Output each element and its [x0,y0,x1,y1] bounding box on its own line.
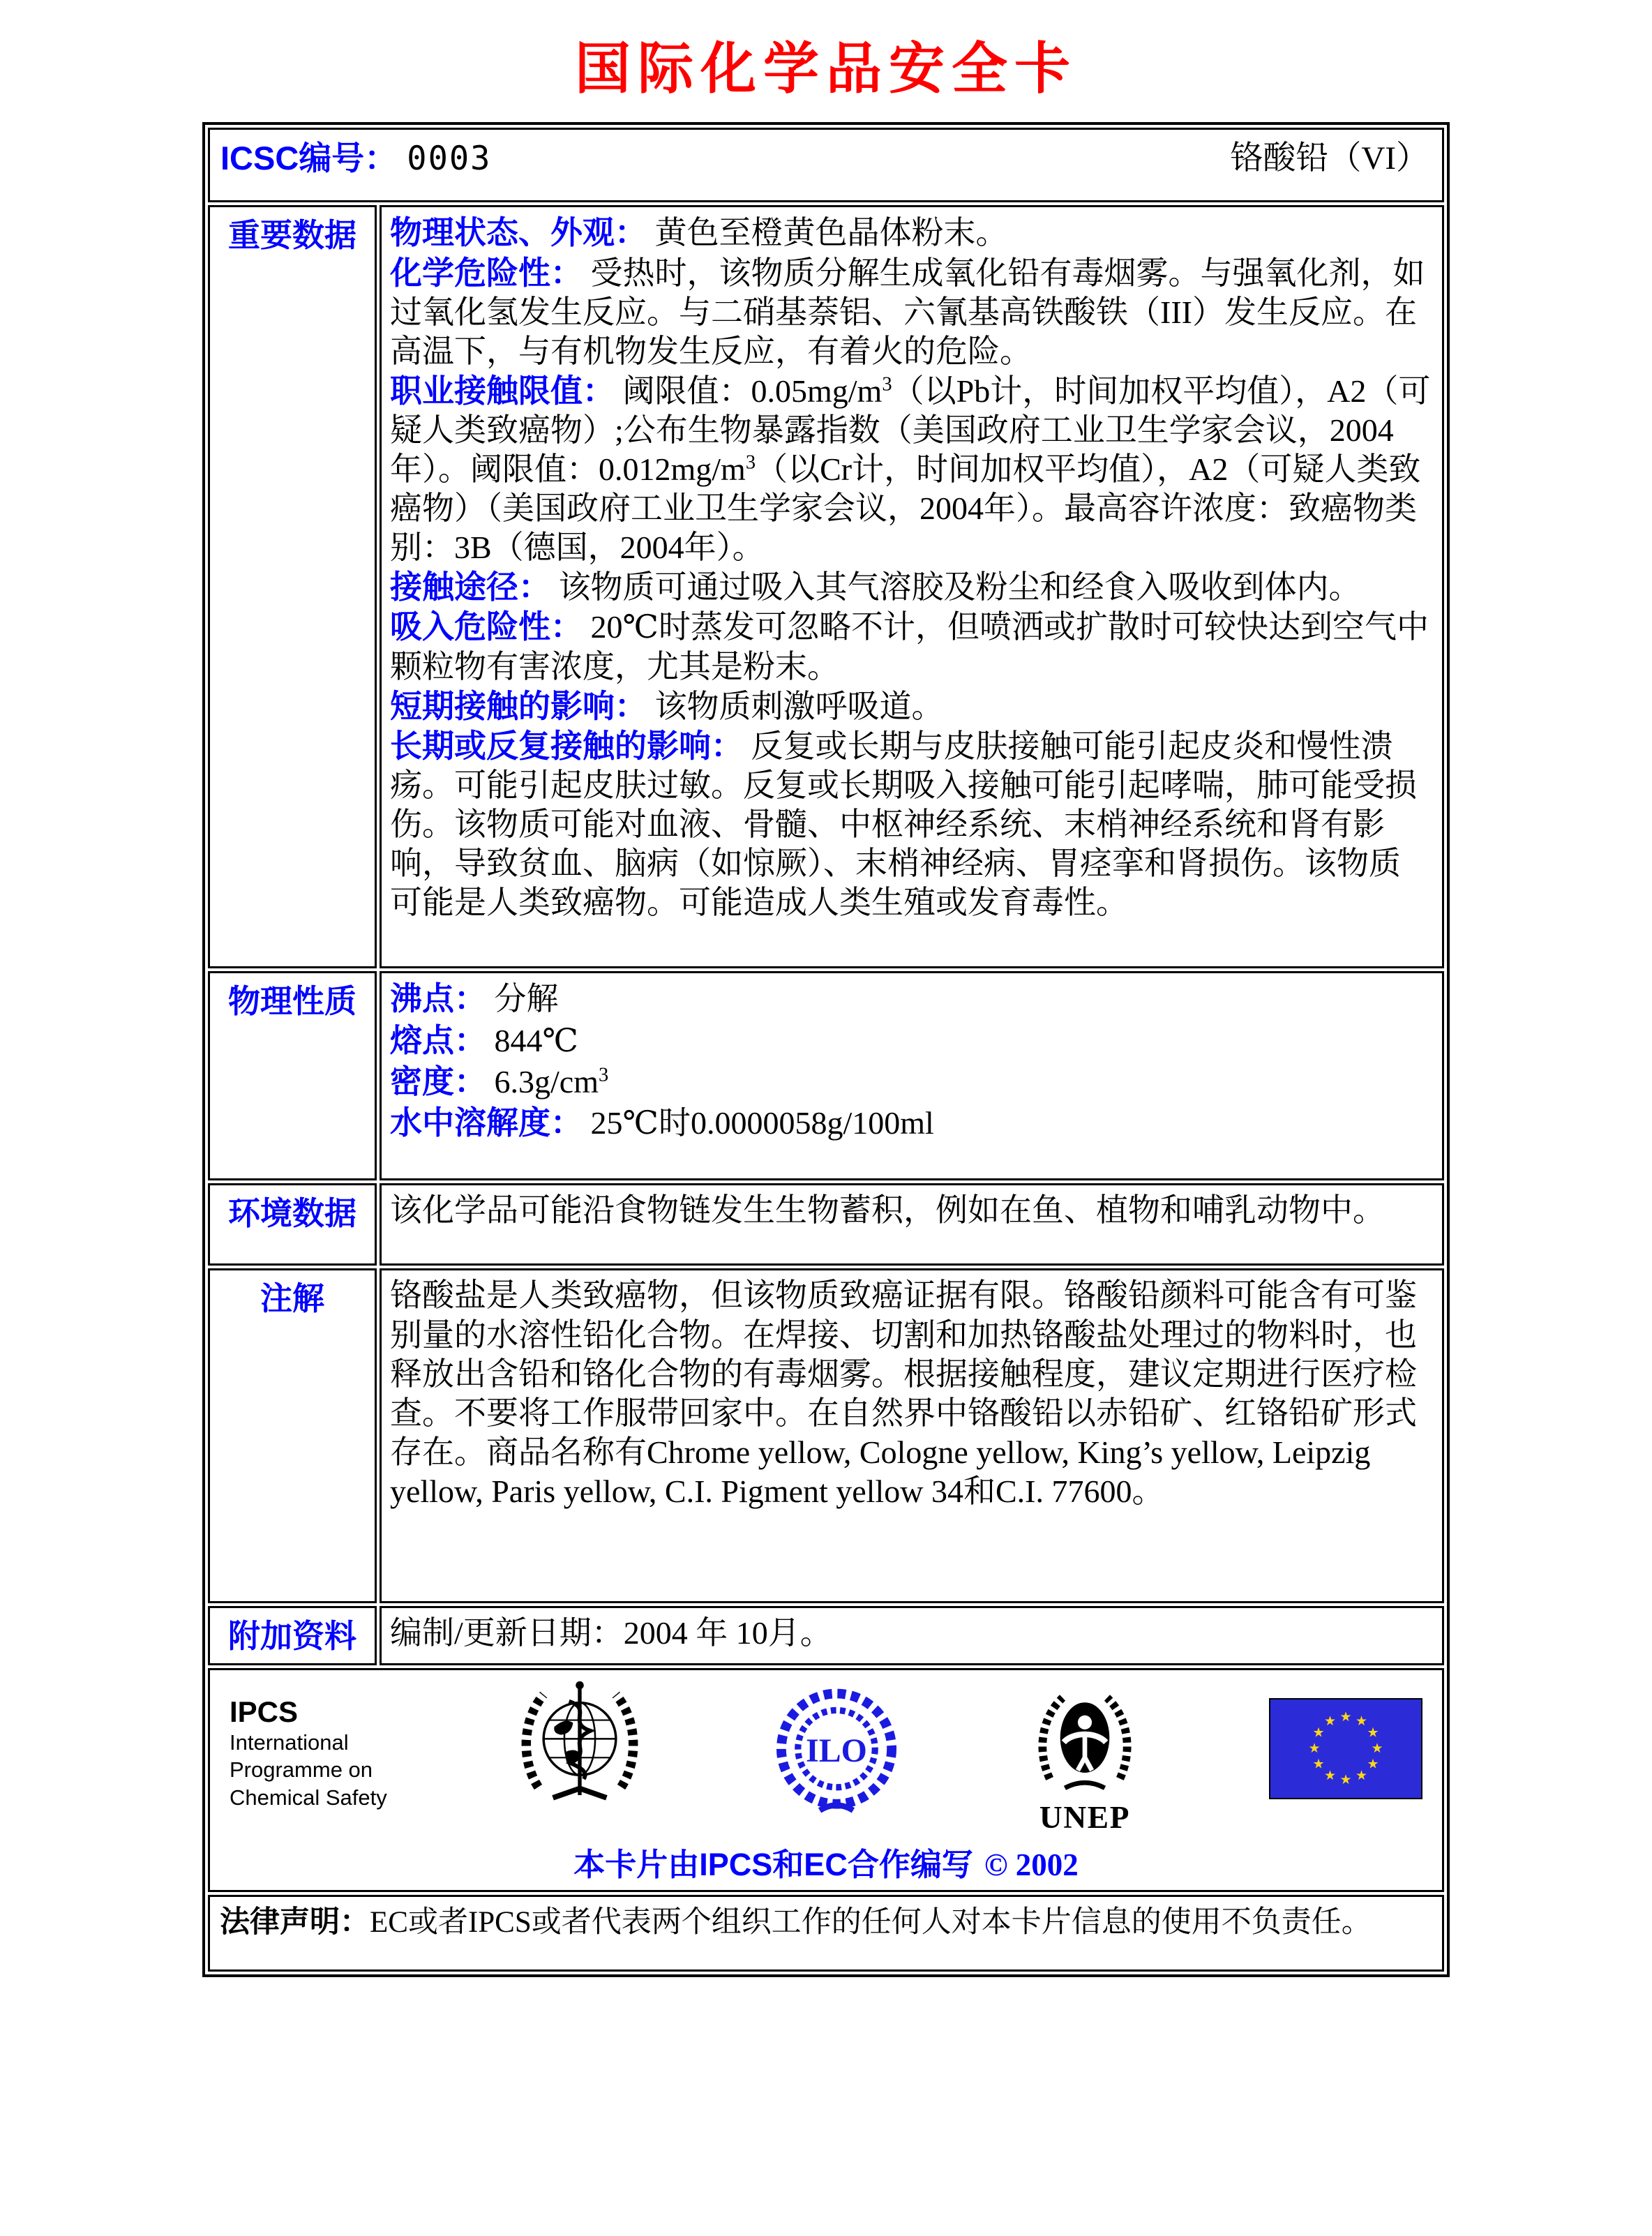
logos-row [230,1677,1422,1836]
additional-info-label: 附加资料 [208,1606,377,1665]
svg-text:★: ★ [1323,1713,1336,1729]
legal-label: 法律声明： [220,1905,370,1939]
legal-text: EC或者IPCS或者代表两个组织工作的任何人对本卡片信息的使用不负责任。 [370,1905,1372,1939]
who-logo-icon [513,1677,647,1814]
environmental-data-label: 环境数据 [208,1183,377,1266]
environmental-data-content: 该化学品可能沿食物链发生生物蓄积，例如在鱼、植物和哺乳动物中。 [380,1183,1444,1266]
additional-info-row [208,1606,1444,1665]
notes-label: 注解 [208,1268,377,1603]
item-long-term-effects: 长期或反复接触的影响： 反复或长期与皮肤接触可能引起皮炎和慢性溃疡。可能引起皮肤过敏。反复或长期吸入接触可能引起哮喘，肺可能受损伤。该物质可能对血液、骨髓、中枢神经系统、末梢神经系统和肾有影响，导致贫血、脑病（如惊厥）、末梢神经病、胃痉挛和肾损伤。该物质可能是人类致癌物。可能造成人类生殖或发育毒性。 [390,727,1417,921]
physical-properties-label: 物理性质 [208,971,377,1180]
ilo-logo-icon [772,1688,901,1819]
svg-text:★: ★ [1355,1713,1367,1729]
svg-text:★: ★ [1367,1725,1379,1740]
physical-properties-row [208,971,1444,1180]
important-data-row [208,205,1444,968]
icsc-card-table [202,122,1450,1977]
environmental-data-row [208,1183,1444,1266]
icsc-number-group [220,139,491,179]
eu-flag-icon [1269,1698,1422,1799]
svg-text:★: ★ [1339,1709,1352,1725]
additional-info-content: 编制/更新日期：2004 年 10月。 [380,1606,1444,1665]
svg-text:★: ★ [1312,1756,1325,1771]
unep-caption: UNEP [1039,1799,1130,1835]
item-chemical-dangers: 化学危险性： 受热时，该物质分解生成氧化铅有毒烟雾。与强氧化剂，如过氧化氢发生反应。与二硝基萘铝、六氰基高铁酸铁（III）发生反应。在高温下，与有机物发生反应，有着火的危险。 [390,254,1425,369]
item-physical-state: 物理状态、外观： 黄色至橙黄色晶体粉末。 [390,214,1008,251]
page-title: 国际化学品安全卡 [575,39,1077,100]
svg-text:★: ★ [1355,1767,1367,1783]
credits-caption: 本卡片由IPCS和EC合作编写 © 2002 [573,1846,1079,1882]
header-row [208,128,1444,202]
important-data-label: 重要数据 [208,205,377,968]
chemical-name: 铬酸铅（VI） [1230,140,1429,177]
item-inhalation-risk: 吸入危险性： 20℃时蒸发可忽略不计，但喷洒或扩散时可较快达到空气中颗粒物有害浓度，尤其是粉末。 [390,608,1429,684]
ipcs-text-block: IPCS International Programme on Chemical Safety [230,1695,387,1810]
svg-text:★: ★ [1371,1740,1383,1756]
item-occupational-exposure-limits: 职业接触限值： 阈限值：$0.05mg/m^3$（以Pb计，时间加权平均值），A2（可疑人类致癌物）;公布生物暴露指数（美国政府工业卫生学家会议，2004年）。阈限值：$0.012mg/m^3$（以Cr计，时间加权平均值），A2（可疑人类致癌物）（美国政府工业卫生学家会议，2004年）。最高容许浓度：致癌物类别：3B（德国，2004年）。 [390,372,1431,566]
ilo-monogram: ILO [805,1732,867,1769]
header-cell [208,128,1444,202]
notes-row [208,1268,1444,1603]
item-density: 密度： $6.3g/cm^3$ [390,1063,609,1100]
legal-row [208,1895,1444,1972]
svg-text:★: ★ [1339,1771,1352,1787]
item-water-solubility: 水中溶解度： 25℃时0.0000058g/100ml [390,1104,934,1141]
svg-text:★: ★ [1323,1767,1336,1783]
svg-text:★: ★ [1308,1740,1321,1756]
icsc-number-value: 0003 [407,140,492,178]
copyright: © 2002 [984,1847,1079,1882]
notes-content: 铬酸盐是人类致癌物，但该物质致癌证据有限。铬酸铅颜料可能含有可鉴别量的水溶性铅化合物。在焊接、切割和加热铬酸盐处理过的物料时，也释放出含铅和铬化合物的有毒烟雾。根据接触程度，建议定期进行医疗检查。不要将工作服带回家中。在自然界中铬酸铅以赤铅矿、红铬铅矿形式存在。商品名称有Chrome yellow, Cologne yellow, King’s yellow, Leipzig yellow, Paris yellow, C.I. Pigment yellow 34和C.I. 77600。 [380,1268,1444,1603]
credits-cell [208,1668,1444,1892]
icsc-number-label: ICSC编号： [220,140,398,177]
ipcs-title: IPCS [230,1695,299,1728]
legal-cell [208,1895,1444,1972]
item-boiling-point: 沸点： 分解 [390,980,559,1017]
svg-text:★: ★ [1312,1725,1325,1740]
unep-logo-icon [1026,1680,1143,1836]
credits-row [208,1668,1444,1892]
important-data-content [380,205,1444,968]
item-melting-point: 熔点： 844℃ [390,1021,578,1058]
item-routes-of-exposure: 接触途径： 该物质可通过吸入其气溶胶及粉尘和经食入吸收到体内。 [390,569,1361,606]
svg-text:★: ★ [1367,1756,1379,1771]
physical-properties-content [380,971,1444,1180]
item-short-term-effects: 短期接触的影响： 该物质刺激呼吸道。 [390,687,944,724]
